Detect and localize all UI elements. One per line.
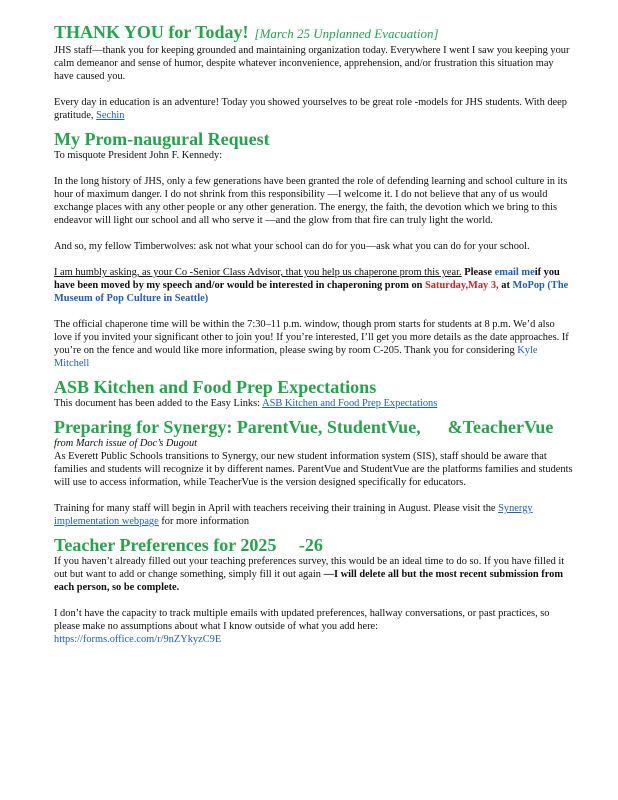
prom-please: Please xyxy=(464,267,492,278)
prom-details xyxy=(54,318,574,370)
prom-venue: MoPop (The Museum of Pop Culture in Seattle) xyxy=(54,280,569,304)
preferences-text: If you haven’t already filled out your teaching preferences survey, this would be an ideal time to do so. If you have filled it out but want to add or change something, simply fill it out again xyxy=(54,556,565,580)
prom-date: Saturday,May 3, xyxy=(425,280,499,291)
thank-you-subtitle: [March 25 Unplanned Evacuation] xyxy=(254,26,439,41)
synergy-paragraph-1: As Everett Public Schools transitions to Synergy, our new student information system (SIS), staff should be aware that families and students will recognize it by different names. ParentVue and StudentVue are the platforms families and students will use to access information, while TeacherVue is the version designed specifically for educators. xyxy=(54,451,573,488)
preferences-paragraph-1 xyxy=(54,555,574,594)
preferences-survey-link[interactable]: https://forms.office.com/r/9nZYkyzC9E xyxy=(54,634,222,645)
synergy-text-end: for more information xyxy=(158,516,250,527)
synergy-webpage-link[interactable]: Synergy implementation webpage xyxy=(54,503,533,527)
prom-heading: My Prom-naugural Request xyxy=(54,129,270,149)
prom-at: at xyxy=(501,280,510,291)
prom-details-text: The official chaperone time will be within the 7:30–11 p.m. window, though prom starts for students at 8 p.m. We’d also love if you invited your significant other to join you! If you’re interested, I’ll get you more details as the date approaches. If you’re on the fence and would like more information, please swing by room C-205. Thank you for considering xyxy=(54,319,569,356)
kyle-mitchell-signature: Kyle Mitchell xyxy=(54,345,538,369)
thank-you-paragraph: JHS staff—thank you for keeping grounded and maintaining organization today. Everywhere I went I saw you keeping your calm demeanor and sense of humor, despite whatever inconvenience, apprehension, and/or frustration this situation may have caused you. xyxy=(54,45,570,82)
synergy-heading: Preparing for Synergy: ParentVue, StudentVue, &TeacherVue xyxy=(54,417,554,437)
thank-you-heading xyxy=(54,22,574,44)
prom-paragraph-1: In the long history of JHS, only a few generations have been granted the role of defending learning and school culture in its hour of maximum danger. I do not shrink from this responsibility —I welcome it. I do not believe that any of us would exchange places with any other people or any other generation. The energy, the faith, the devotion which we bring to this endeavor will light our school and all who serve it —and the glow from that fire can truly light the world. xyxy=(54,176,568,226)
thank-you-closing xyxy=(54,96,574,122)
synergy-text: Training for many staff will begin in April with teachers receiving their training in August. Please visit the xyxy=(54,503,496,514)
thank-you-closing-text: Every day in education is an adventure! Today you showed yourselves to be great role -models for JHS students. With deep gratitude, xyxy=(54,97,567,121)
asb-text: This document has been added to the Easy Links: xyxy=(54,398,261,409)
asb-heading: ASB Kitchen and Food Prep Expectations xyxy=(54,377,377,397)
synergy-paragraph-2 xyxy=(54,502,574,528)
asb-expectations-link[interactable]: ASB Kitchen and Food Prep Expectations xyxy=(262,398,438,409)
sechin-link[interactable]: Sechin xyxy=(96,110,125,121)
prom-intro: To misquote President John F. Kennedy: xyxy=(54,150,223,161)
preferences-link-line xyxy=(54,633,574,646)
prom-paragraph-2: And so, my fellow Timberwolves: ask not what your school can do for you—ask what you can do for your school. xyxy=(54,241,530,252)
newsletter-page xyxy=(54,22,574,646)
asb-paragraph xyxy=(54,397,574,410)
thank-you-title: THANK YOU for Today! xyxy=(54,22,249,42)
preferences-heading: Teacher Preferences for 2025 -26 xyxy=(54,535,323,555)
prom-request xyxy=(54,266,574,305)
prom-request-text: I am humbly asking, as your Co -Senior Class Advisor, that you help us chaperone prom this year. xyxy=(54,267,462,278)
prom-request-bold: if you have been moved by my speech and/or would be interested in chaperoning prom on xyxy=(54,267,560,291)
synergy-source: from March issue of Doc’s Dugout xyxy=(54,438,198,449)
email-me-link[interactable]: email me xyxy=(494,267,535,278)
preferences-bold-text: —I will delete all but the most recent submission from each person, so be complete. xyxy=(54,569,564,593)
preferences-paragraph-2: I don’t have the capacity to track multiple emails with updated preferences, hallway conversations, or past practices, so please make no assumptions about what I know outside of what you add here: xyxy=(54,608,550,632)
